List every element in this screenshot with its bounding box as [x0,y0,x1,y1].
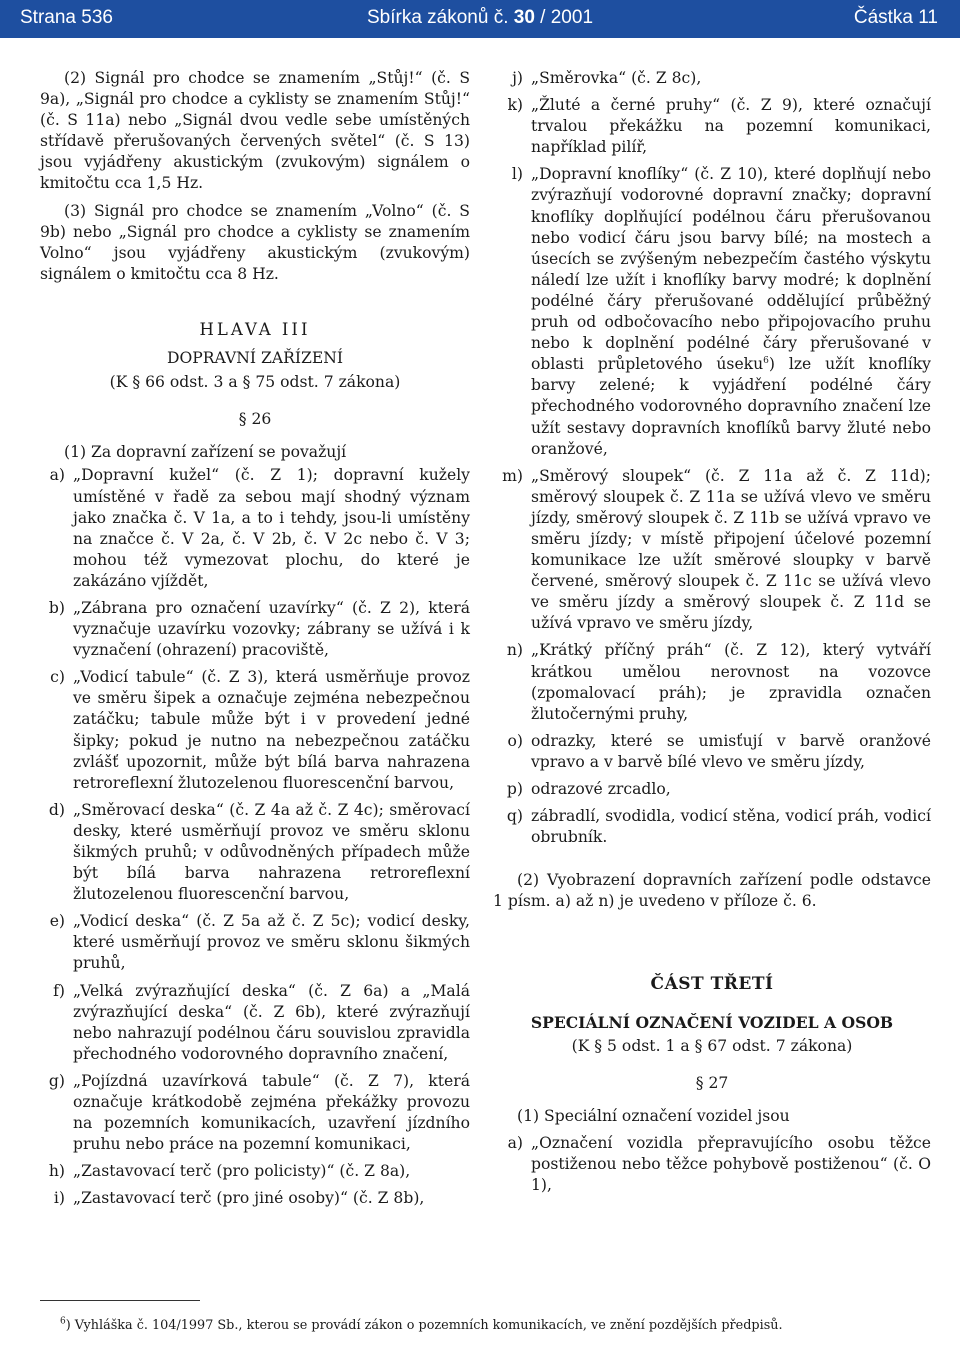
hlava-heading: HLAVA III [199,319,311,339]
list-item [493,779,931,800]
list-item [493,164,931,459]
cast-title: SPECIÁLNÍ OZNAČENÍ VOZIDEL A OSOB [530,1012,894,1032]
item-text: „Zábrana pro označení uzavírky“ (č. Z 2), která vyznačuje uzavírku vozovky; zábrany se užívá i k vyznačení (ohrazení) pracoviště, [73,598,470,660]
list-item [40,1071,470,1155]
item-text: „Směrovka“ (č. Z 8c), [531,69,702,87]
right-item-list [493,68,931,848]
list-item [40,800,470,905]
list-item [493,68,931,89]
list-item [493,466,931,635]
left-item-list [40,465,470,1209]
item-label: i) [53,1189,65,1208]
item-label: q) [506,807,523,826]
list-item [40,465,470,592]
item-text [531,164,931,459]
paragraph-2: (2) Signál pro chodce se znamením „Stůj!“ (č. S 9a), „Signál pro chodce a cyklisty se znamením Stůj!“ (č. S 11a) nebo „Signál dvou vedle sebe umístěných střídavě přerušovaných červených světel“ (č. S 13) jsou vyjádřeny akustickým (zvukovým) signálem o kmitočtu cca 1,5 Hz. [40,69,470,193]
item-text: odrazové zrcadlo, [531,780,671,798]
item-label: d) [48,800,65,819]
footnote-ref: 6 [763,356,769,367]
issue-number: Částka 11 [853,7,938,28]
item-label: m) [502,466,523,485]
item-text: „Směrový sloupek“ (č. Z 11a až č. Z 11d); směrový sloupek č. Z 11a se užívá vlevo ve směru jízdy, směrový sloupek č. Z 11b se užívá vpravo ve směru jízdy; v místě připojení účelové pozemní komunikace lze užít směrové sloupky v barvě červené, směrový sloupek č. Z 11c se užívá vlevo ve směru jízdy a směrový sloupek č. Z 11d se užívá vpravo ve směru jízdy, [531,466,931,633]
left-column [40,68,470,1210]
section-26: § 26 [238,410,272,429]
cast-heading: ČÁST TŘETÍ [650,974,774,995]
list-item [40,667,470,794]
section-26-intro: (1) Za dopravní zařízení se považují [64,443,347,462]
hlava-title: DOPRAVNÍ ZAŘÍZENÍ [166,349,344,368]
footnote [60,1318,940,1333]
section-27: § 27 [695,1073,729,1092]
right-column [493,68,931,1196]
item-text-a: „Dopravní knoflíky“ (č. Z 10), které doplňují nebo zvýrazňují vodorovné dopravní značky; dopravní knoflíky doplňující podélnou čáru přerušovanou nebo vodicí čáru jsou barvy bílé; na mostech a úsecích se zvýšeným nebezpečím častého výskytu náledí lze užít i knoflíky barvy modré; k doplnění podélné čáry přerušované oddělující průběžný pruh od odbočovacího nebo připojovacího pruhu nebo k doplnění podélné čáry přerušované v oblasti průpletového úseku [531,165,931,374]
list-item [493,1133,931,1196]
list-item [40,1161,470,1182]
item-text: „Žluté a černé pruhy“ (č. Z 9), které označují trvalou překážku na pozemní komunikaci, například pilíř, [531,96,931,157]
item-text-b: ) lze užít knoflíky barvy zelené; k vyjádření podélné čáry přechodného vodorovného dopravního značení lze užít sestavy dopravních knoflíků barvy žluté nebo oranžové, [531,355,931,458]
item-text: „Vodicí tabule“ (č. Z 3), která usměrňuje provoz ve směru šipek a označuje zejména nebezpečnou zatáčku; tabule může být i v provedení jedné šipky; pokud je nutno na nebezpečnou zatáčku zvlášť upozornit, může být bílá barva nahrazena retroreflexní žlutozelenou fluorescenční barvou, [73,668,470,792]
item-label: g) [48,1071,65,1090]
item-label: a) [49,466,65,485]
section-27-intro: (1) Speciální označení vozidel jsou [517,1106,790,1125]
list-item [40,981,470,1065]
list-item [40,911,470,974]
list-item [40,1188,470,1209]
item-text: „Zastavovací terč (pro policisty)“ (č. Z 8a), [73,1162,411,1181]
footnote-number: 6 [60,1316,66,1327]
footnote-text: ) Vyhláška č. 104/1997 Sb., kterou se provádí zákon o pozemních komunikacích, ve znění pozdějších předpisů. [65,1318,783,1333]
collection-title [0,7,960,29]
item-label: c) [50,668,65,687]
list-item [40,598,470,661]
item-text: „Označení vozidla přepravujícího osobu těžce postiženou nebo těžce pohybově postiženou“ (č. O 1), [531,1133,931,1195]
item-label: h) [48,1162,65,1181]
item-text: „Vodicí deska“ (č. Z 5a až č. Z 5c); vodicí desky, které usměrňují provoz ve směru sklonu šikmých pruhů, [73,912,470,973]
item-label: f) [53,981,65,1000]
hlava-reference: (K § 66 odst. 3 a § 75 odst. 7 zákona) [109,373,401,392]
footnote-divider [40,1300,200,1301]
list-item [493,806,931,848]
item-label: l) [511,165,523,184]
list-item [493,731,931,773]
paragraph-3: (3) Signál pro chodce se znamením „Volno“ (č. S 9b) nebo „Signál pro chodce a cyklisty se znamením Volno“ jsou vyjádřeny akustickým (zvukovým) signálem o kmitočtu cca 8 Hz. [40,201,470,283]
item-label: k) [507,96,523,115]
item-label: a) [507,1133,523,1152]
item-label: o) [507,731,523,750]
item-label: e) [49,912,65,931]
list-item [493,640,931,724]
item-text: zábradlí, svodidla, vodicí stěna, vodicí práh, vodicí obrubník. [531,807,931,847]
list-item [493,95,931,158]
collection-title-a: Sbírka zákonů č. [366,7,514,28]
item-label: b) [48,598,65,617]
item-text: odrazky, které se umisťují v barvě oranžové vpravo a v barvě bílé vlevo ve směru jízdy, [531,731,931,771]
item-text: „Zastavovací terč (pro jiné osoby)“ (č. Z 8b), [73,1189,425,1208]
item-text: „Velká zvýrazňující deska“ (č. Z 6a) a „Malá zvýrazňující deska“ (č. Z 6b), které zvýrazňují nebo nahrazují podélnou čáru souvislou zpravidla přechodného vodorovného dopravního značení, [73,981,470,1063]
item-text: „Dopravní kužel“ (č. Z 1); dopravní kužely umístěné v řadě za sebou mají shodný význam jako značka č. V 1a, a to i tehdy, jsou-li umístěny na značce č. V 2a, č. V 2b, č. V 2c nebo č. V 3; mohou též vymezovat plochu, do které je zakázáno vjíždět, [73,466,470,590]
paragraph-2-right: (2) Vyobrazení dopravních zařízení podle odstavce 1 písm. a) až n) je uvedeno v příloze č. 6. [493,871,931,911]
collection-title-b: / 2001 [534,7,594,28]
item-label: j) [512,69,523,87]
cast-reference: (K § 5 odst. 1 a § 67 odst. 7 zákona) [571,1036,853,1055]
page-number: Strana 536 [20,7,113,28]
item-label: n) [506,641,523,660]
item-text: „Směrovací deska“ (č. Z 4a až č. Z 4c); směrovací desky, které usměrňují provoz ve směru sklonu šikmých pruhů; v odůvodněných případech může být bílá barva nahrazena retroreflexní žlutozelenou fluorescenční barvou, [73,800,470,904]
item-text: „Pojízdná uzavírková tabule“ (č. Z 7), která označuje krátkodobě zejména překážky provozu na pozemních komunikacích, uzavření jízdního pruhu nebo práce na pozemní komunikaci, [73,1071,470,1154]
page-header [0,0,960,38]
item-label: p) [506,780,523,798]
item-text: „Krátký příčný práh“ (č. Z 12), který vytváří krátkou umělou nerovnost na vozovce (zpomalovací práh); je zpravidla označen žlutočernými pruhy, [531,641,931,723]
collection-number: 30 [513,7,535,28]
